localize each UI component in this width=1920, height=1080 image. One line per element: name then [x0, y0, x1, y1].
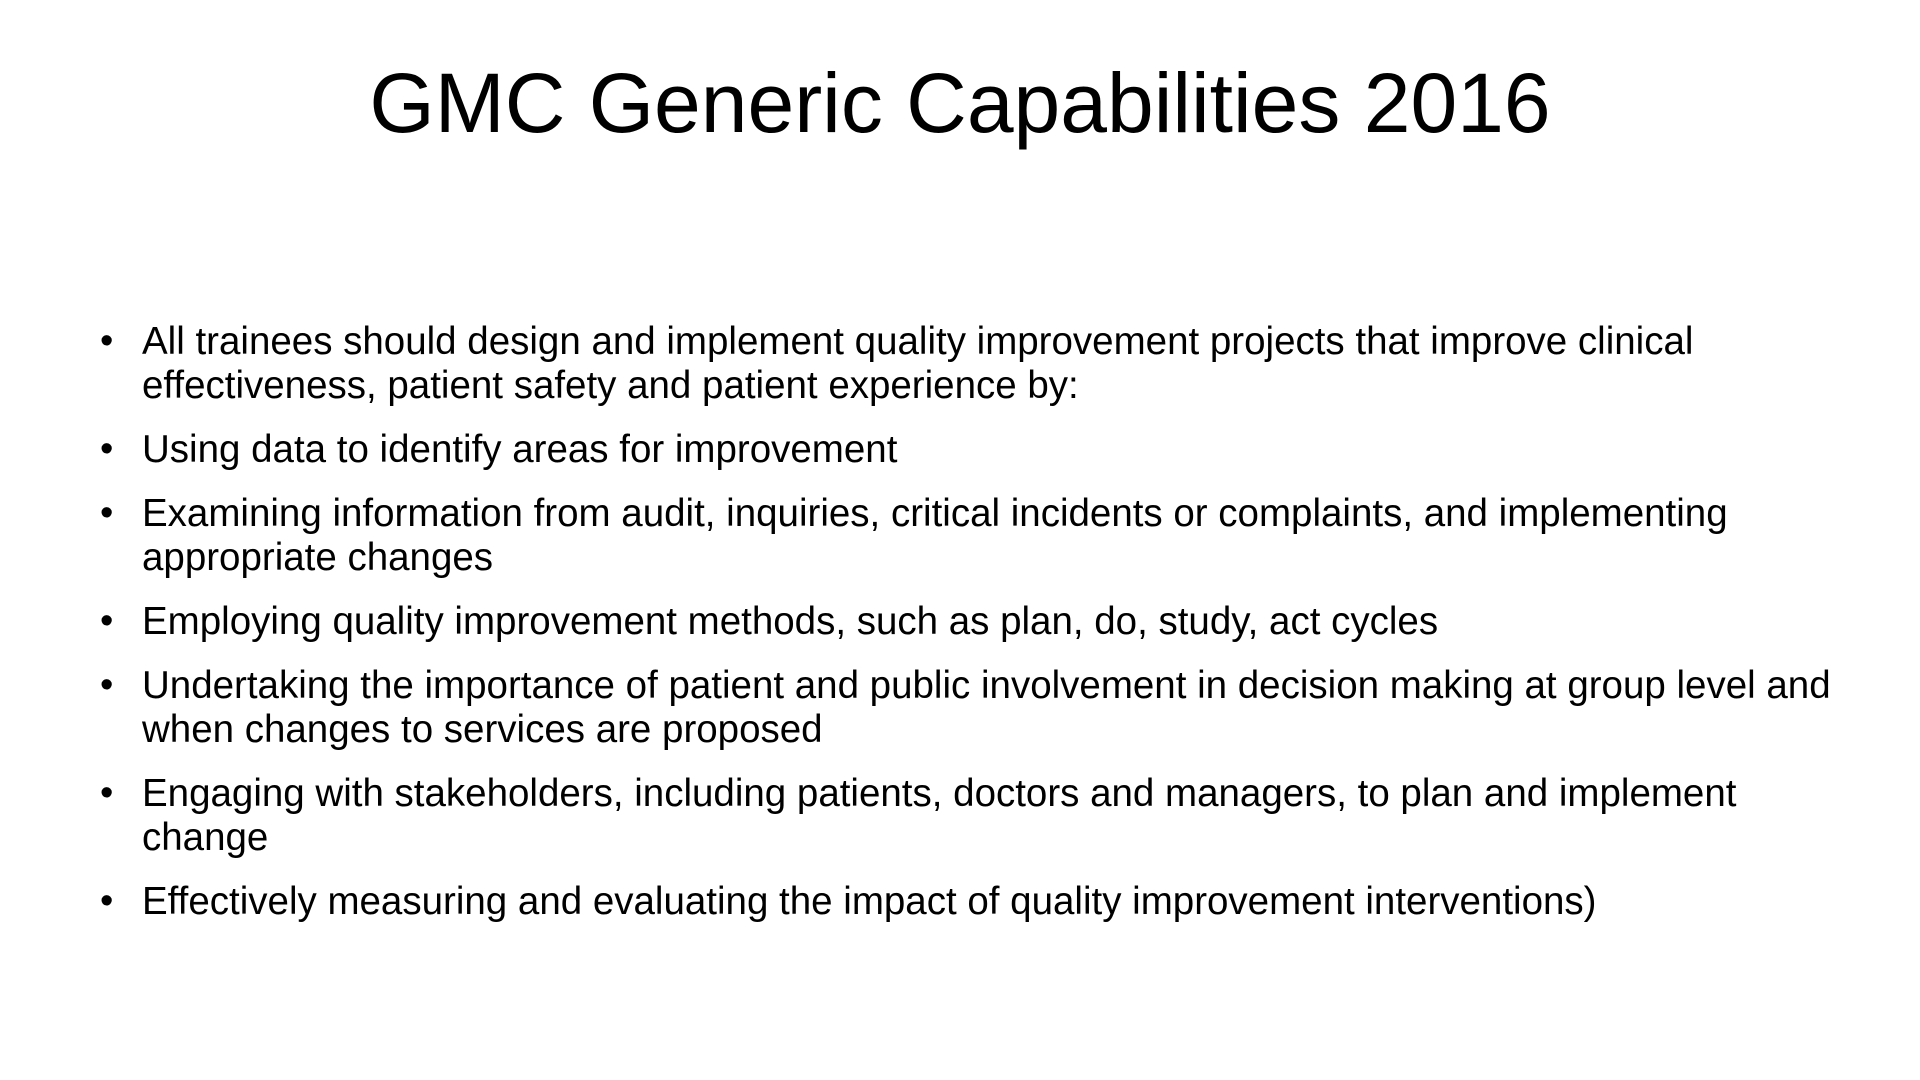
bullet-text: All trainees should design and implement quality improvement projects that improve clinical effectiveness, patient safety and patient experience by:: [142, 320, 1694, 407]
slide-title: GMC Generic Capabilities 2016: [369, 56, 1551, 150]
bullet-dot-icon: •: [100, 320, 114, 362]
bullet-text: Undertaking the importance of patient and public involvement in decision making at group level and when changes to services are proposed: [142, 664, 1831, 751]
bullet-item: [100, 428, 1860, 472]
bullet-item: [100, 600, 1860, 644]
bullet-item: [100, 880, 1860, 924]
bullet-item: [100, 492, 1860, 580]
bullet-item: [100, 772, 1860, 860]
bullet-text: Using data to identify areas for improvement: [142, 428, 898, 471]
bullet-dot-icon: •: [100, 880, 114, 922]
bullet-dot-icon: •: [100, 664, 114, 706]
bullet-list: [100, 320, 1860, 944]
bullet-text: Examining information from audit, inquiries, critical incidents or complaints, and implementing appropriate changes: [142, 492, 1728, 579]
bullet-dot-icon: •: [100, 600, 114, 642]
bullet-text: Effectively measuring and evaluating the impact of quality improvement interventions): [142, 880, 1597, 923]
bullet-dot-icon: •: [100, 492, 114, 534]
bullet-dot-icon: •: [100, 428, 114, 470]
bullet-dot-icon: •: [100, 772, 114, 814]
bullet-item: [100, 320, 1860, 408]
bullet-text: Employing quality improvement methods, such as plan, do, study, act cycles: [142, 600, 1439, 643]
bullet-text: Engaging with stakeholders, including patients, doctors and managers, to plan and implement change: [142, 772, 1737, 859]
bullet-item: [100, 664, 1860, 752]
